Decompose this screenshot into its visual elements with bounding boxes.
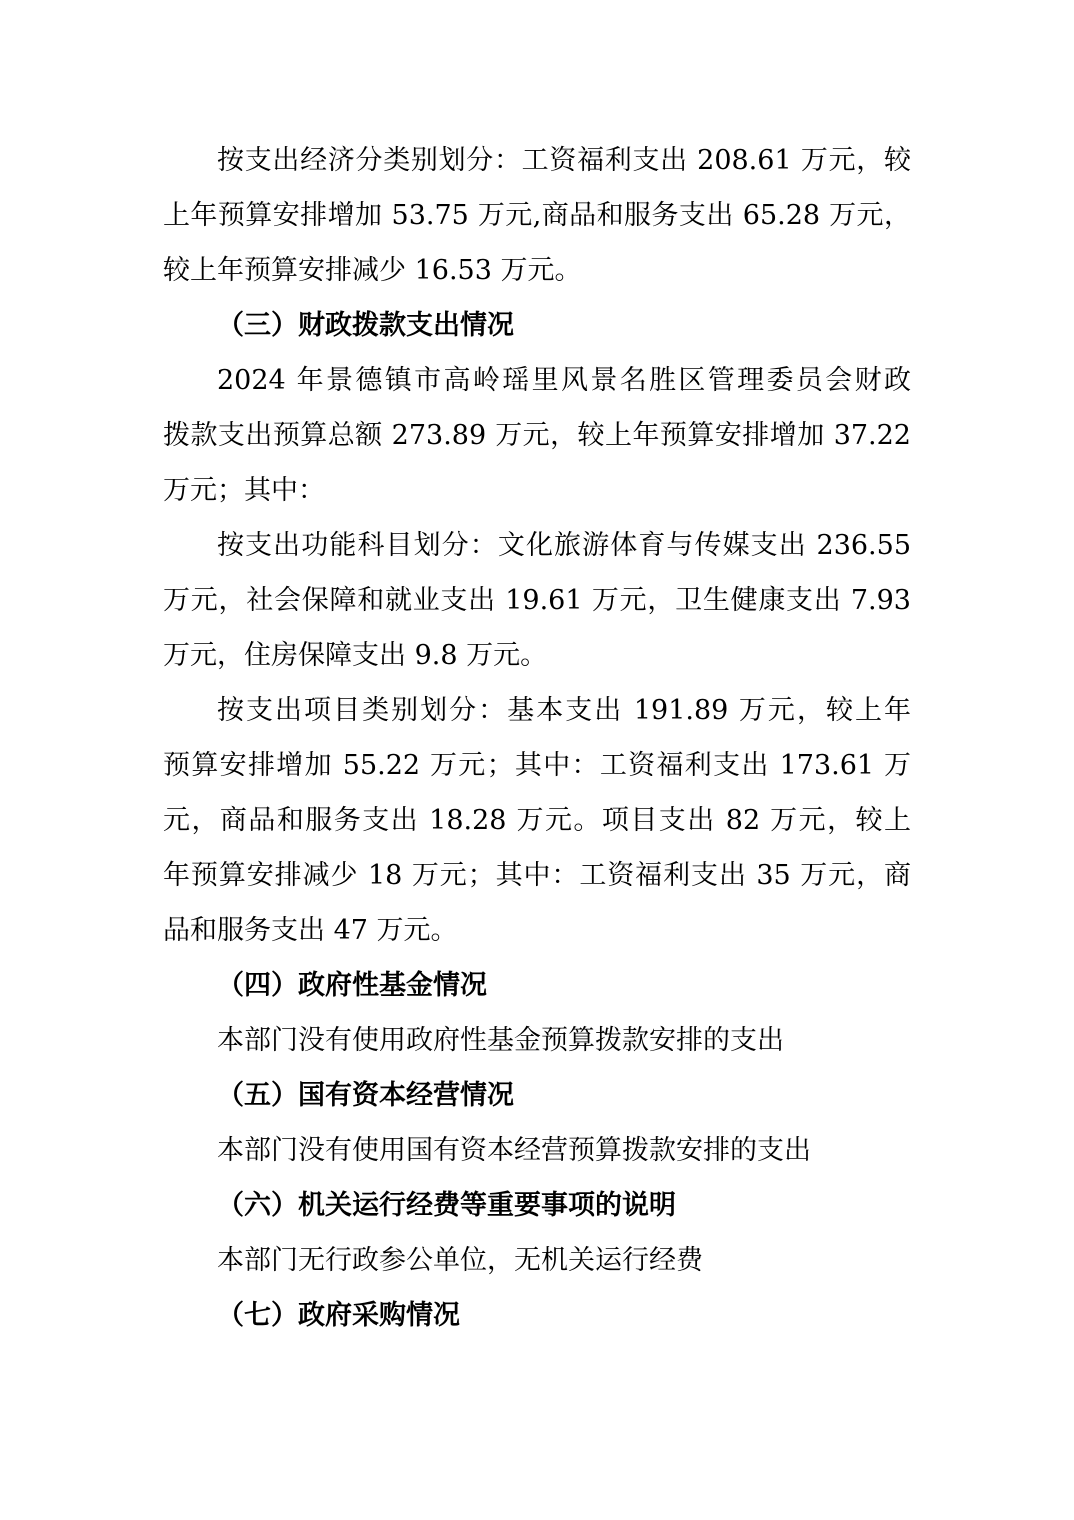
para-expenditure-project-classification (163, 683, 911, 958)
para-expenditure-function-classification (163, 518, 911, 683)
text-line: 拨款支出预算总额 273.89 万元，较上年预算安排增加 37.22 (163, 420, 911, 451)
heading-line: （五）国有资本经营情况 (217, 1080, 514, 1111)
para-state-capital-statement (163, 1123, 911, 1178)
heading-section-7-government-procurement (163, 1288, 911, 1343)
document-body (163, 133, 911, 1343)
text-line: 较上年预算安排减少 16.53 万元。 (163, 255, 582, 286)
text-line: 本部门没有使用政府性基金预算拨款安排的支出 (217, 1025, 784, 1056)
para-agency-operating-statement (163, 1233, 911, 1288)
heading-line: （三）财政拨款支出情况 (217, 310, 514, 341)
text-line: 元，商品和服务支出 18.28 万元。项目支出 82 万元，较上 (163, 805, 911, 836)
text-line: 按支出项目类别划分：基本支出 191.89 万元，较上年 (217, 695, 911, 726)
text-line: 万元，社会保障和就业支出 19.61 万元，卫生健康支出 7.93 (163, 585, 911, 616)
para-fiscal-allocation-total (163, 353, 911, 518)
text-line: 预算安排增加 55.22 万元；其中：工资福利支出 173.61 万 (163, 750, 911, 781)
heading-section-4-government-funds (163, 958, 911, 1013)
budget-document-page (163, 133, 911, 1343)
text-line: 上年预算安排增加 53.75 万元,商品和服务支出 65.28 万元， (163, 200, 911, 231)
text-line: 本部门无行政参公单位，无机关运行经费 (217, 1245, 703, 1276)
text-line: 品和服务支出 47 万元。 (163, 915, 458, 946)
heading-line: （七）政府采购情况 (217, 1300, 460, 1331)
heading-section-6-agency-operating-expenses (163, 1178, 911, 1233)
heading-line: （四）政府性基金情况 (217, 970, 487, 1001)
heading-section-3-fiscal-allocation-expenditure (163, 298, 911, 353)
text-line: 按支出功能科目划分：文化旅游体育与传媒支出 236.55 (217, 530, 911, 561)
heading-section-5-state-capital-operation (163, 1068, 911, 1123)
text-line: 2024 年景德镇市高岭瑶里风景名胜区管理委员会财政 (217, 365, 911, 396)
para-expenditure-economic-classification (163, 133, 911, 298)
text-line: 万元；其中： (163, 475, 325, 506)
text-line: 年预算安排减少 18 万元；其中：工资福利支出 35 万元，商 (163, 860, 911, 891)
heading-line: （六）机关运行经费等重要事项的说明 (217, 1190, 676, 1221)
text-line: 本部门没有使用国有资本经营预算拨款安排的支出 (217, 1135, 811, 1166)
text-line: 万元，住房保障支出 9.8 万元。 (163, 640, 548, 671)
para-government-funds-statement (163, 1013, 911, 1068)
text-line: 按支出经济分类别划分：工资福利支出 208.61 万元，较 (217, 145, 911, 176)
